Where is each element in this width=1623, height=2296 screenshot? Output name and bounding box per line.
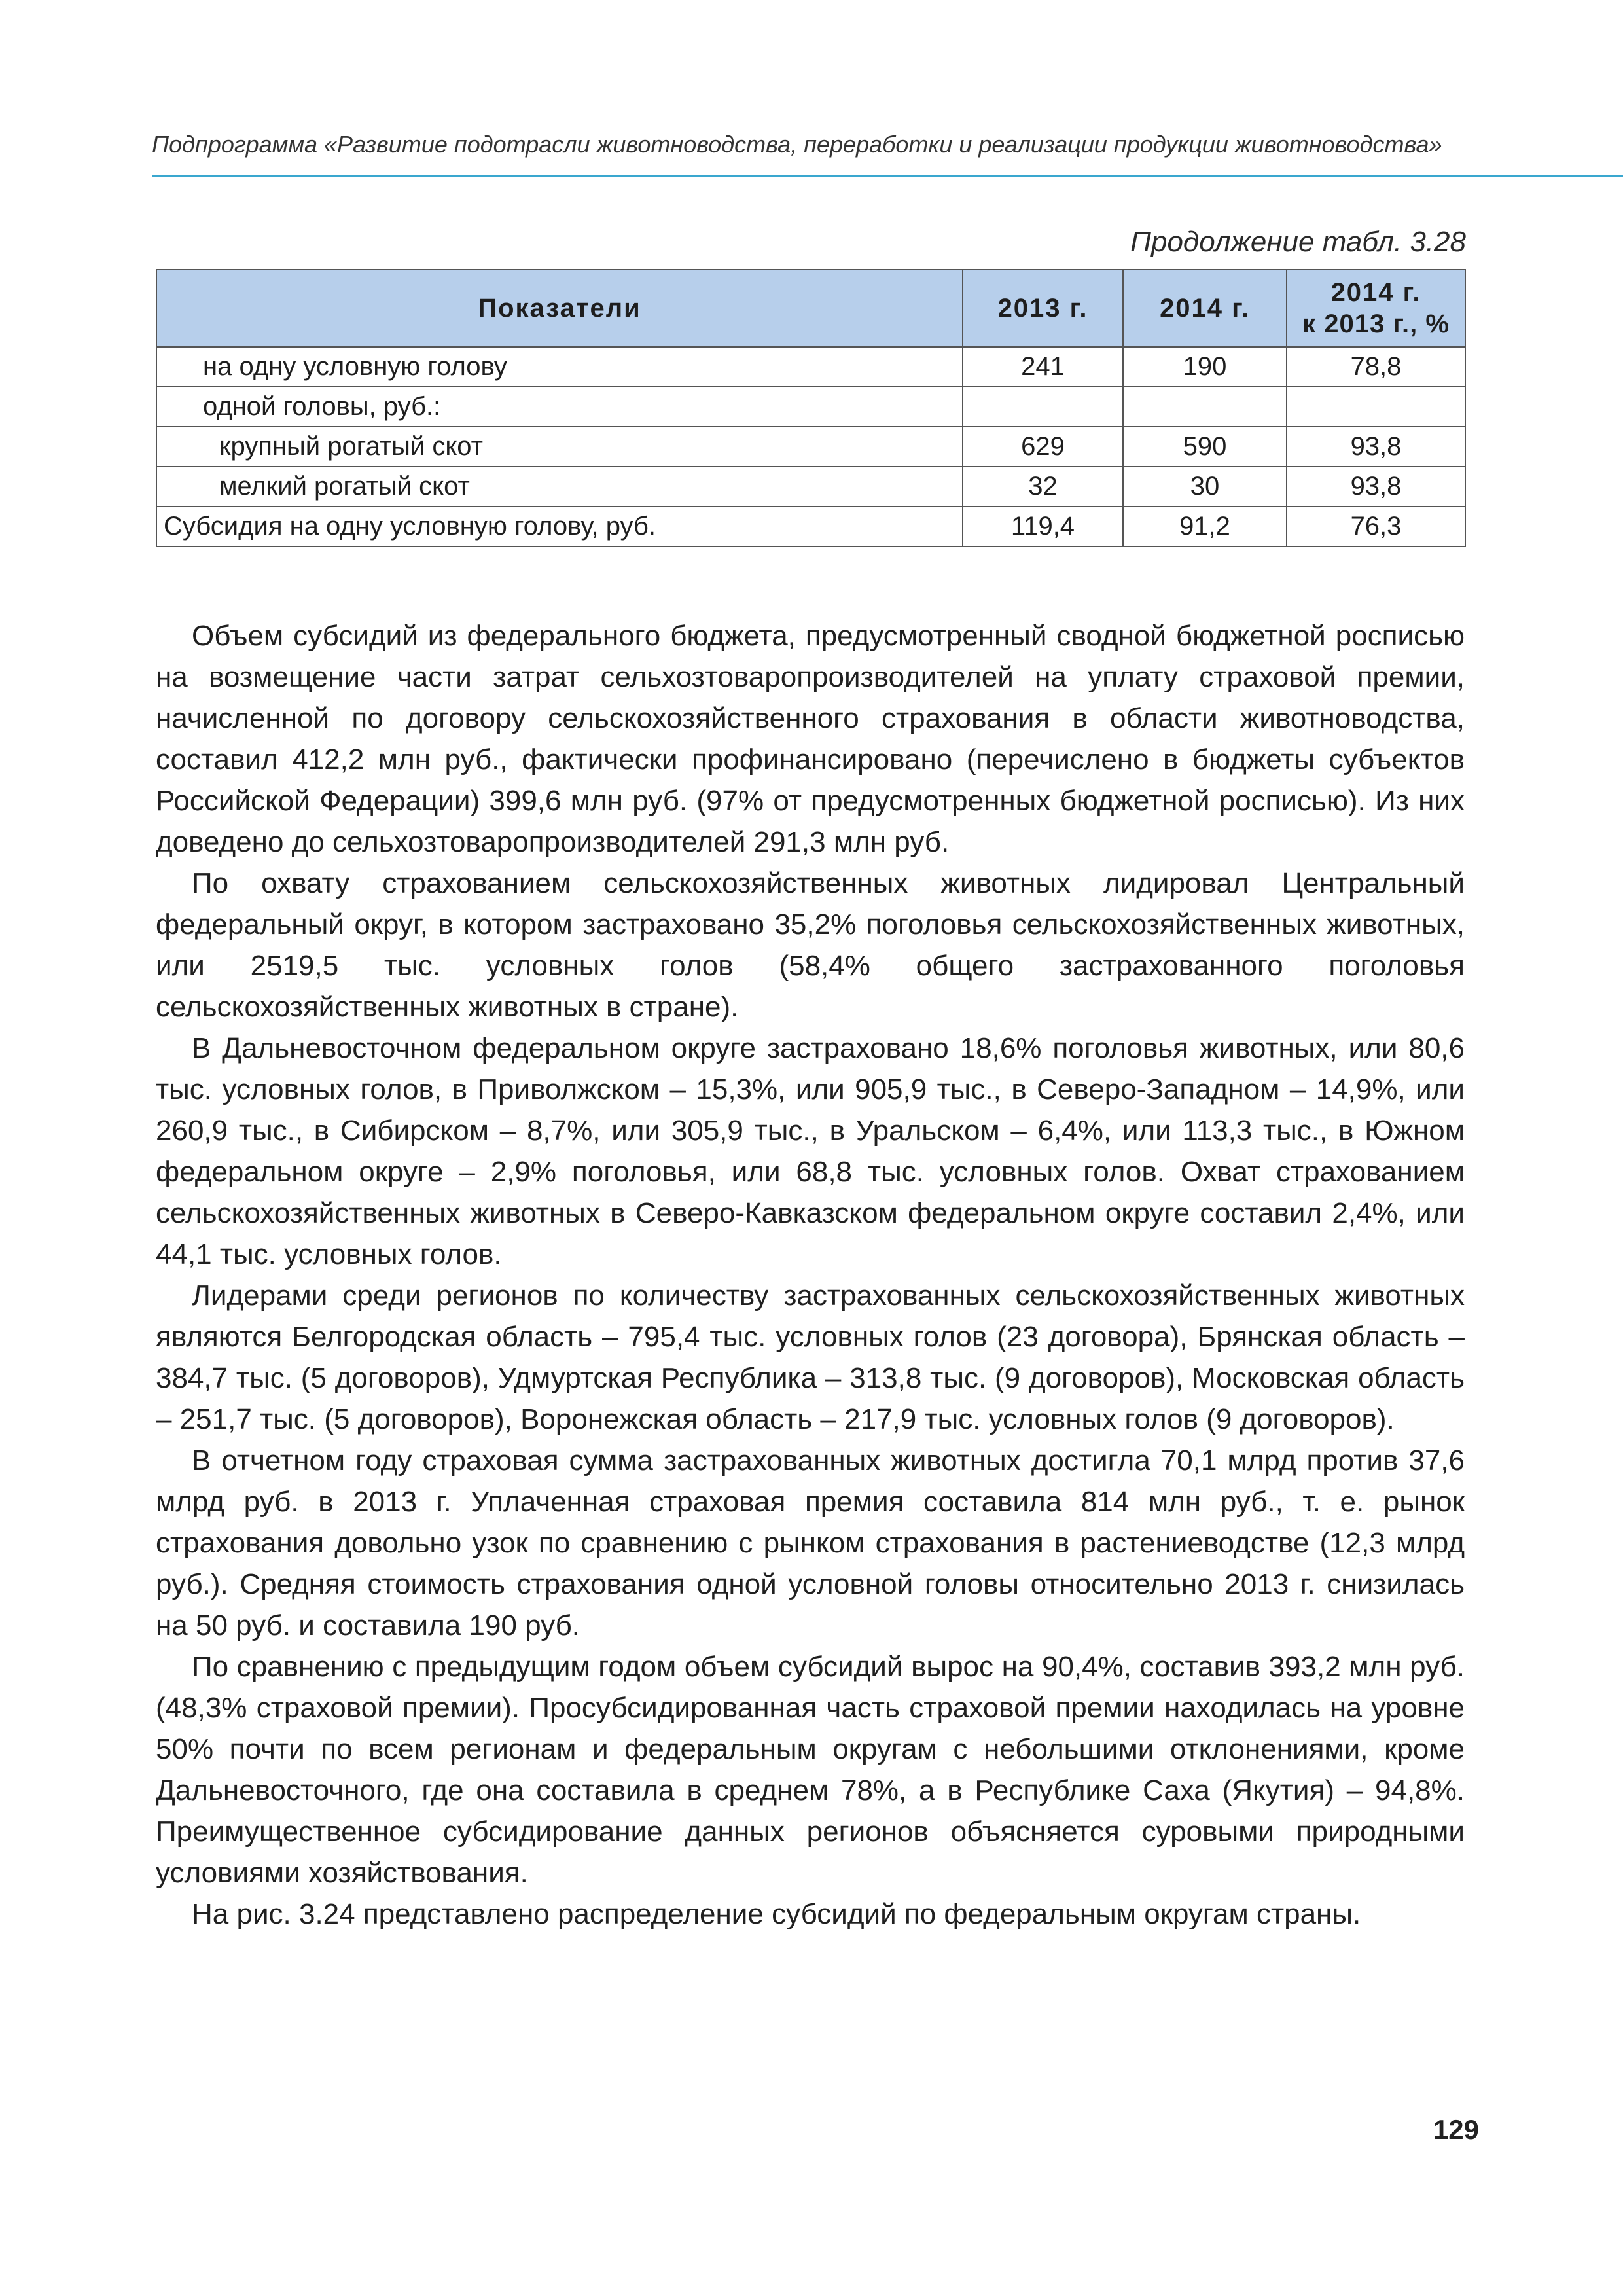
column-header-indicators: Показатели xyxy=(156,270,963,347)
cell-ratio: 93,8 xyxy=(1287,427,1465,467)
cell-ratio xyxy=(1287,387,1465,427)
cell-ratio: 78,8 xyxy=(1287,347,1465,387)
body-text xyxy=(156,615,1465,1935)
cell-2013: 241 xyxy=(963,347,1123,387)
row-label: крупный рогатый скот xyxy=(156,427,963,467)
paragraph: В Дальневосточном федеральном округе застраховано 18,6% поголовья животных, или 80,6 тыс. условных голов, в Приволжском – 15,3%, или 905,9 тыс., в Северо-Западном – 14,9%, или 260,9 тыс., в Сибирском – 8,7%, или 305,9 тыс., в Уральском – 6,4%, или 113,3 тыс., в Южном федеральном округе – 2,9% поголовья, или 68,8 тыс. условных голов. Охват страхованием сельскохозяйственных животных в Северо-Кавказском федеральном округе составил 2,4%, или 44,1 тыс. условных голов. xyxy=(156,1032,1465,1270)
paragraph: Объем субсидий из федерального бюджета, предусмотренный сводной бюджетной росписью на возмещение части затрат сельхозтоваропроизводителей на уплату страховой премии, начисленной по договору сельскохозяйственного страхования в области животноводства, составил 412,2 млн руб., фактически профинансировано (перечислено в бюджеты субъектов Российской Федерации) 399,6 млн руб. (97% от предусмотренных бюджетной росписью). Из них доведено до сельхозтоваропроизводителей 291,3 млн руб. xyxy=(156,620,1465,858)
data-table xyxy=(156,269,1466,547)
paragraph: Лидерами среди регионов по количеству застрахованных сельскохозяйственных животных являются Белгородская область – 795,4 тыс. условных голов (23 договора), Брянская область – 384,7 тыс. (5 договоров), Удмуртская Республика – 313,8 тыс. (9 договоров), Московская область – 251,7 тыс. (5 договоров), Воронежская область – 217,9 тыс. условных голов (9 договоров). xyxy=(156,1280,1465,1435)
cell-ratio: 93,8 xyxy=(1287,467,1465,507)
cell-2013: 119,4 xyxy=(963,507,1123,547)
paragraph: По охвату страхованием сельскохозяйственных животных лидировал Центральный федеральный округ, в котором застраховано 35,2% поголовья сельскохозяйственных животных, или 2519,5 тыс. условных голов (58,4% общего застрахованного поголовья сельскохозяйственных животных в стране). xyxy=(156,867,1465,1023)
row-label: одной головы, руб.: xyxy=(156,387,963,427)
table-caption: Продолжение табл. 3.28 xyxy=(1130,226,1466,258)
table-row xyxy=(156,467,1465,507)
page-number: 129 xyxy=(1433,2114,1479,2145)
table-row xyxy=(156,427,1465,467)
cell-2014: 190 xyxy=(1123,347,1287,387)
table-row xyxy=(156,507,1465,547)
cell-2014: 30 xyxy=(1123,467,1287,507)
column-header-ratio: 2014 г. к 2013 г., % xyxy=(1287,270,1465,347)
cell-2013: 32 xyxy=(963,467,1123,507)
paragraph: По сравнению с предыдущим годом объем субсидий вырос на 90,4%, составив 393,2 млн руб. (48,3% страховой премии). Просубсидированная часть страховой премии находилась на уровне 50% почти по всем регионам и федеральным округам с небольшими отклонениями, кроме Дальневосточного, где она составила в среднем 78%, а в Республике Саха (Якутия) – 94,8%. Преимущественное субсидирование данных регионов объясняется суровыми природными условиями хозяйствования. xyxy=(156,1651,1465,1889)
cell-2014: 91,2 xyxy=(1123,507,1287,547)
cell-2014 xyxy=(1123,387,1287,427)
table-row xyxy=(156,347,1465,387)
running-header: Подпрограмма «Развитие подотрасли животноводства, переработки и реализации продукции животноводства» xyxy=(152,131,1442,158)
table-header-row xyxy=(156,270,1465,347)
column-header-2013: 2013 г. xyxy=(963,270,1123,347)
cell-2013 xyxy=(963,387,1123,427)
paragraph: В отчетном году страховая сумма застрахованных животных достигла 70,1 млрд против 37,6 млрд руб. в 2013 г. Уплаченная страховая премия составила 814 млн руб., т. е. рынок страхования довольно узок по сравнению с рынком страхования в растениеводстве (12,3 млрд руб.). Средняя стоимость страхования одной условной головы относительно 2013 г. снизилась на 50 руб. и составила 190 руб. xyxy=(156,1444,1465,1641)
column-header-2014: 2014 г. xyxy=(1123,270,1287,347)
cell-2014: 590 xyxy=(1123,427,1287,467)
header-rule xyxy=(152,175,1623,177)
row-label: на одну условную голову xyxy=(156,347,963,387)
row-label: мелкий рогатый скот xyxy=(156,467,963,507)
table-row xyxy=(156,387,1465,427)
cell-ratio: 76,3 xyxy=(1287,507,1465,547)
paragraph: На рис. 3.24 представлено распределение субсидий по федеральным округам страны. xyxy=(192,1898,1361,1930)
row-label: Субсидия на одну условную голову, руб. xyxy=(156,507,963,547)
cell-2013: 629 xyxy=(963,427,1123,467)
